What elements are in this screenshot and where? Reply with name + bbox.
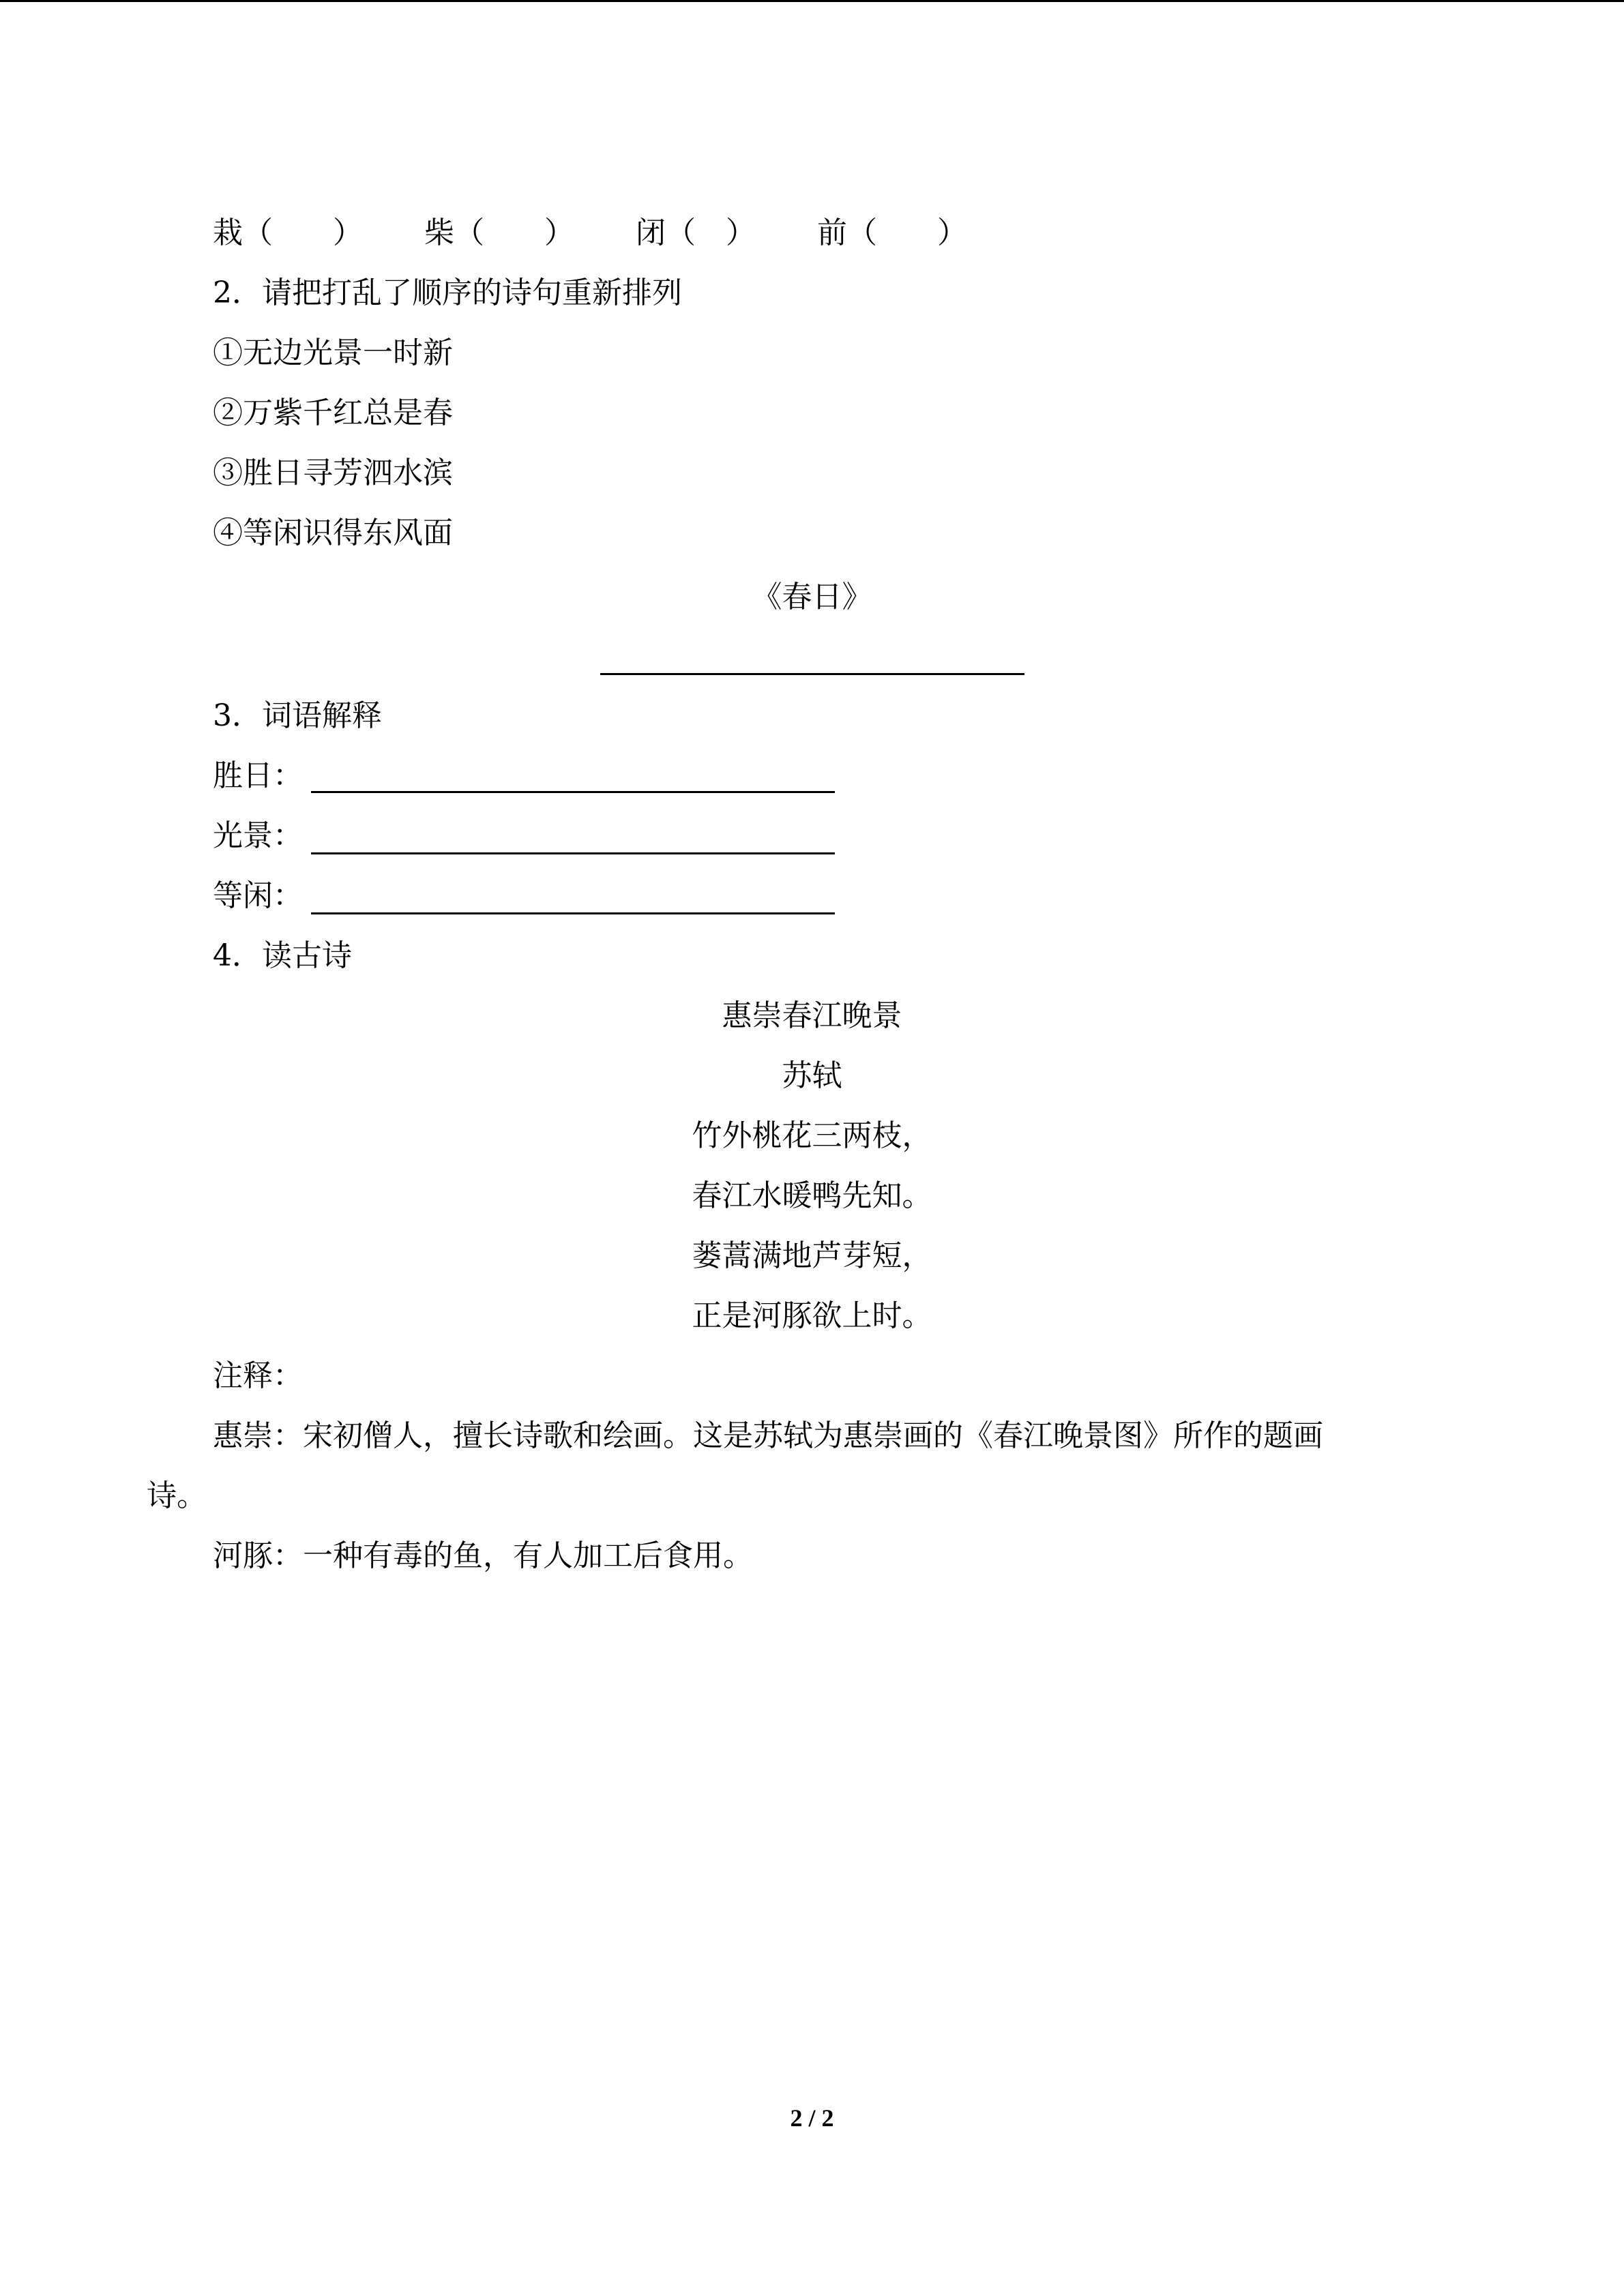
q2-answer-line[interactable] [600, 673, 1024, 675]
top-border-rule [0, 0, 1624, 2]
q1-char: 柴 [424, 215, 454, 250]
q4-verse-4: 正是河豚欲上时。 [692, 1298, 932, 1333]
q2-line-4: ④等闲识得东风面 [213, 516, 453, 550]
q3-term-label: 光景： [213, 818, 303, 853]
q1-char: 栽 [213, 215, 243, 250]
q1-item [817, 215, 967, 250]
q4-verse-3: 蒌蒿满地芦芽短， [692, 1238, 932, 1273]
q4-notes-label: 注释： [213, 1358, 303, 1393]
q1-item [213, 215, 372, 250]
q2-line-2: ②万紫千红总是春 [213, 396, 453, 430]
q3-answer-line[interactable] [311, 852, 835, 854]
page-number: 2 / 2 [790, 2104, 834, 2132]
q1-char: 闭 [636, 215, 666, 250]
q2-poem-title: 《春日》 [752, 580, 872, 614]
q4-author: 苏轼 [782, 1058, 842, 1093]
q4-note-2: 河豚：一种有毒的鱼，有人加工后食用。 [213, 1538, 753, 1573]
q2-title: 2．请把打乱了顺序的诗句重新排列 [213, 275, 682, 310]
q1-paren: （ ） [666, 215, 756, 250]
q2-line-3: ③胜日寻芳泗水滨 [213, 456, 453, 490]
q1-paren: （ ） [454, 215, 574, 250]
q4-title: 4．读古诗 [213, 938, 352, 973]
q3-answer-line[interactable] [311, 912, 835, 914]
q3-answer-line[interactable] [311, 791, 835, 793]
q1-paren: （ ） [243, 215, 363, 250]
q2-line-1: ①无边光景一时新 [213, 336, 453, 370]
q1-char-row [213, 213, 967, 254]
q4-poem-title: 惠崇春江晚景 [722, 998, 902, 1033]
q3-term-label: 胜日： [213, 758, 303, 793]
q1-paren: （ ） [847, 215, 967, 250]
q1-item [424, 215, 584, 250]
q4-note-1-continued: 诗。 [147, 1478, 207, 1513]
q1-char: 前 [817, 215, 847, 250]
q4-verse-2: 春江水暖鸭先知。 [692, 1178, 932, 1213]
q4-note-1: 惠崇：宋初僧人，擅长诗歌和绘画。这是苏轼为惠崇画的《春江晚景图》所作的题画 [213, 1418, 1323, 1453]
q3-title: 3．词语解释 [213, 698, 382, 733]
q3-term-label: 等闲： [213, 878, 303, 913]
q1-item [636, 215, 765, 250]
q4-verse-1: 竹外桃花三两枝， [692, 1118, 932, 1153]
